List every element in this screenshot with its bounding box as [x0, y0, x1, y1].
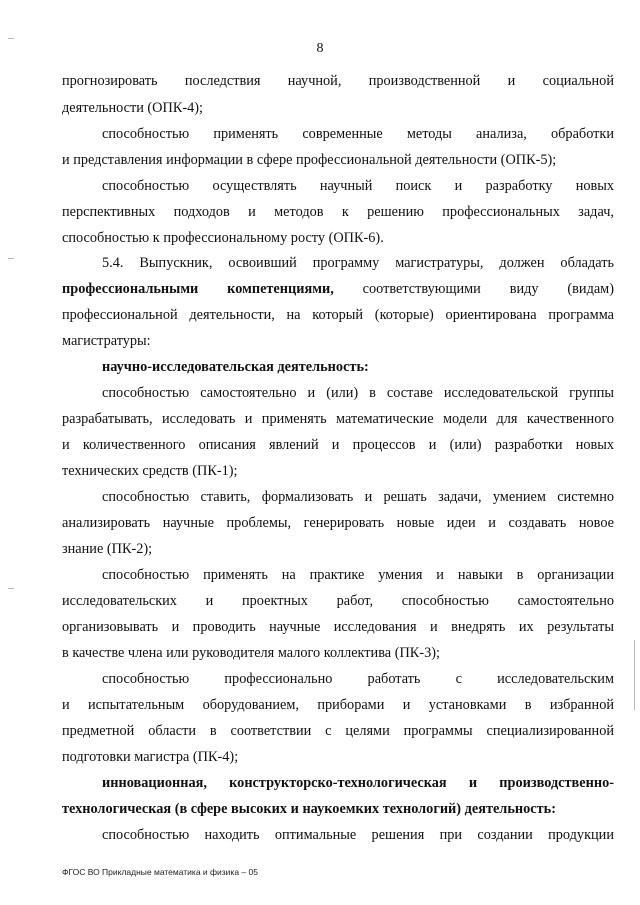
- page-number: 8: [316, 41, 324, 56]
- scan-mark: [634, 640, 635, 710]
- section-heading: технологическая (в сфере высоких и наукоемких технологий) деятельность:: [62, 801, 556, 817]
- section-heading: научно-исследовательская деятельность:: [102, 359, 369, 375]
- text-line: и испытательным оборудованием, приборами и установками в избранной: [62, 697, 614, 713]
- text-line: способностью ставить, формализовать и решать задачи, умением системно: [102, 489, 614, 505]
- scan-mark: [8, 38, 14, 39]
- text-line: способностью самостоятельно и (или) в составе исследовательской группы: [102, 385, 614, 401]
- text-fragment: соответствующими виду (видам): [362, 281, 614, 297]
- text-line: способностью осуществлять научный поиск и разработку новых: [102, 178, 614, 194]
- text-line: способностью находить оптимальные решения при создании продукции: [102, 827, 614, 843]
- text-line: перспективных подходов и методов к решению профессиональных задач,: [62, 204, 614, 220]
- text-line: разрабатывать, исследовать и применять математические модели для качественного: [62, 411, 614, 427]
- page-footer: ФГОС ВО Прикладные математика и физика – 05: [62, 867, 258, 877]
- text-line: способностью применять на практике умения и навыки в организации: [102, 567, 614, 583]
- bold-term: профессиональными компетенциями,: [62, 281, 334, 297]
- text-line: организовывать и проводить научные исследования и внедрять их результаты: [62, 619, 614, 635]
- text-line: и количественного описания явлений и процессов и (или) разработки новых: [62, 437, 614, 453]
- text-line: и представления информации в сфере профессиональной деятельности (ОПК-5);: [62, 152, 557, 168]
- text-line: деятельности (ОПК-4);: [62, 100, 204, 116]
- text-line: профессиональной деятельности, на который (которые) ориентирована программа: [62, 307, 614, 323]
- text-line: способностью применять современные методы анализа, обработки: [102, 126, 614, 142]
- text-line: предметной области в соответствии с целями программы специализированной: [62, 723, 614, 739]
- text-line: [62, 279, 614, 299]
- text-line: способностью к профессиональному росту (ОПК-6).: [62, 230, 384, 246]
- text-line: анализировать научные проблемы, генерировать новые идеи и создавать новое: [62, 515, 614, 531]
- text-line: исследовательских и проектных работ, способностью самостоятельно: [62, 593, 614, 609]
- text-line: способностью профессионально работать с исследовательским: [102, 671, 614, 687]
- text-line: технических средств (ПК-1);: [62, 463, 238, 479]
- section-heading: инновационная, конструкторско-технологическая и производственно-: [102, 775, 614, 791]
- text-line: подготовки магистра (ПК-4);: [62, 749, 239, 765]
- text-line: в качестве члена или руководителя малого коллектива (ПК-3);: [62, 645, 440, 661]
- text-line: 5.4. Выпускник, освоивший программу магистратуры, должен обладать: [102, 255, 614, 271]
- text-line: магистратуры:: [62, 333, 151, 349]
- text-line: знание (ПК-2);: [62, 541, 153, 557]
- scan-mark: [8, 258, 14, 259]
- text-line: прогнозировать последствия научной, производственной и социальной: [62, 73, 614, 89]
- scan-mark: [8, 588, 14, 589]
